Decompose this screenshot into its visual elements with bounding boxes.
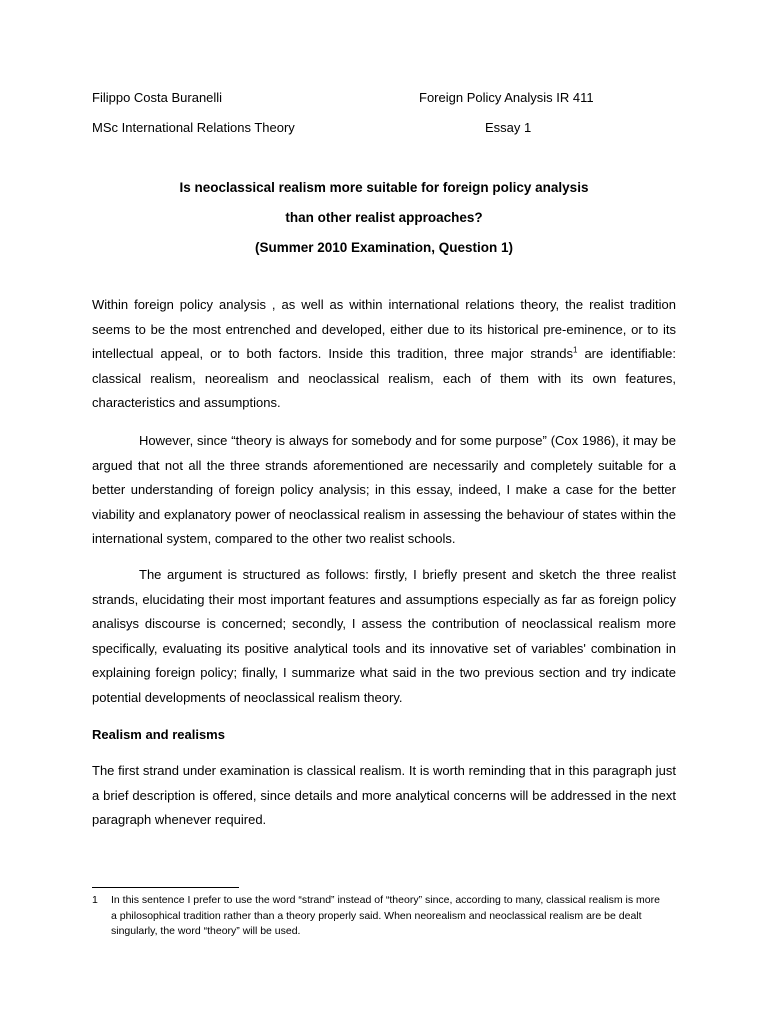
author-name: Filippo Costa Buranelli xyxy=(92,90,223,105)
footnote-reference: 1 xyxy=(572,345,578,355)
essay-label: Essay 1 xyxy=(485,120,532,135)
section-heading: Realism and realisms xyxy=(92,727,225,742)
footnote xyxy=(92,893,662,940)
essay-title-line-3: (Summer 2010 Examination, Question 1) xyxy=(254,240,514,255)
paragraph-3: The argument is structured as follows: firstly, I briefly present and sketch the three realist strands, elucidating their most important features and assumptions especially as far as foreign policy analisys discourse is concerned; secondly, I assess the contribution of neoclassical realism more specifically, evaluating its positive analytical tools and its innovative set of variables' combination in explaining foreign policy; finally, I summarize what said in the two previous section and try indicate potential developments of neoclassical realism theory. xyxy=(92,567,676,705)
footnote-number: 1 xyxy=(92,894,98,906)
footnote-text: In this sentence I prefer to use the word “strand” instead of “theory” since, according to many, classical realism is more a philosophical tradition rather than a theory properly said. When neorealism and neoclassical realism are be dealt singularly, the word “theory” will be used. xyxy=(111,894,660,937)
programme-name: MSc International Relations Theory xyxy=(92,120,295,135)
footnote-separator xyxy=(92,887,239,888)
essay-title-line-2: than other realist approaches? xyxy=(285,210,483,225)
paragraph-2: However, since “theory is always for somebody and for some purpose” (Cox 1986), it may be argued that not all the three strands aforementioned are necessarily and completely suitable for a better understanding of foreign policy analysis; in this essay, indeed, I make a case for the better viability and explanatory power of neoclassical realism in assessing the behaviour of states within the international system, compared to the other two realist schools. xyxy=(92,433,676,547)
paragraph-1 xyxy=(92,293,676,416)
paragraph-1-text-a: Within foreign policy analysis , as well as within international relations theory, the realist tradition seems to be the most entrenched and developed, either due to its historical pre-eminence, or to its intellectual appeal, or to both factors. Inside this tradition, three major strands xyxy=(92,297,676,362)
essay-title-line-1: Is neoclassical realism more suitable for foreign policy analysis xyxy=(179,180,589,195)
paragraph-4: The first strand under examination is classical realism. It is worth reminding that in this paragraph just a brief description is offered, since details and more analytical concerns will be addressed in the next paragraph whenever required. xyxy=(92,763,676,828)
paragraph-1-text-b: are identifiable: classical realism, neorealism and neoclassical realism, each of them with its own features, characteristics and assumptions. xyxy=(92,346,676,411)
course-name: Foreign Policy Analysis IR 411 xyxy=(419,90,594,105)
